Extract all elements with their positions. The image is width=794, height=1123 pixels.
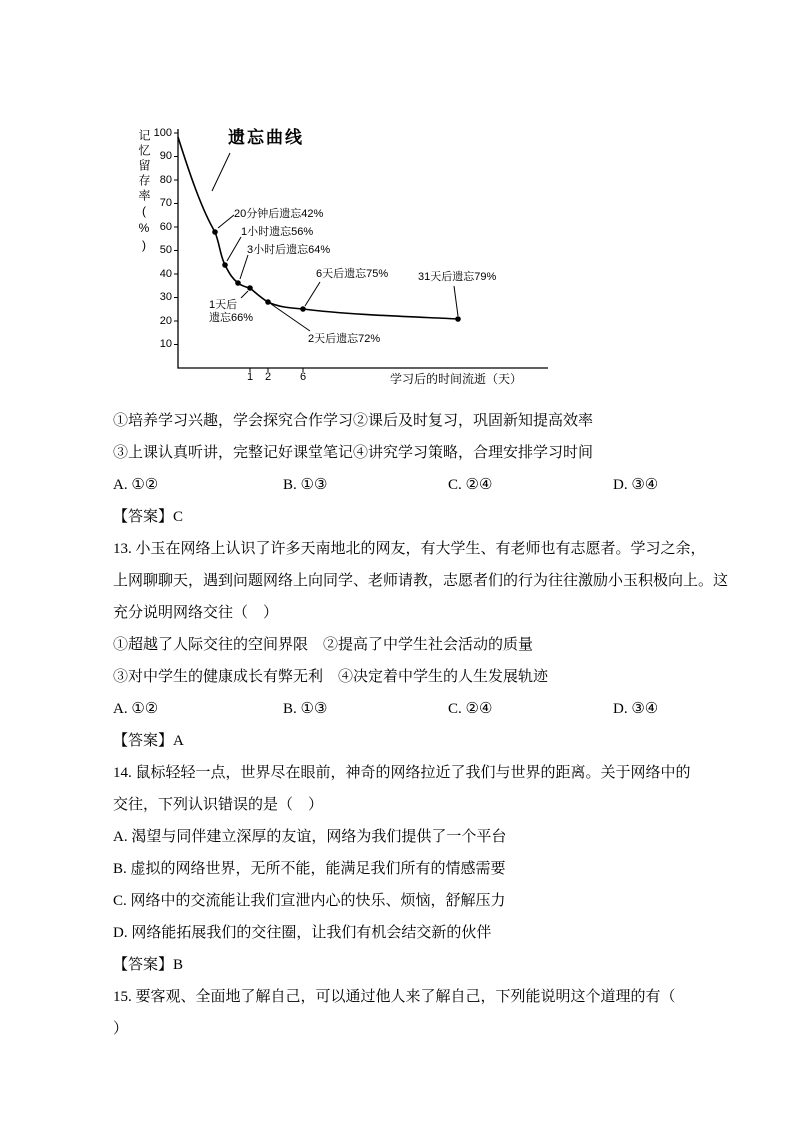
annotation-1day-line1: 1天后 [209,299,238,311]
annotation-20min: 20分钟后遗忘42% [234,208,324,220]
q13-choice-b: B. ①③ [283,701,328,717]
y-tick-100: 100 [153,127,172,139]
q12-items-line-2: ③上课认真听讲，完整记好课堂笔记④讲究学习策略，合理安排学习时间 [113,445,594,461]
point-6day [300,306,306,312]
q15-stem-line-1: 15. 要客观、全面地了解自己，可以通过他人来了解自己，下列能说明这个道理的有（ [113,989,676,1005]
q14-option-c: C. 网络中的交流能让我们宣泄内心的快乐、烦恼，舒解压力 [113,893,506,909]
y-tick-30: 30 [159,291,172,303]
q14-option-a: A. 渴望与同伴建立深厚的友谊，网络为我们提供了一个平台 [113,829,507,845]
q12-answer: 【答案】C [113,509,184,525]
y-tick-70: 70 [159,197,172,209]
chart-canvas [130,115,580,410]
annotation-1day-line2: 遗忘66% [209,312,254,324]
x-tick-2: 2 [264,371,272,383]
leader-20min [218,215,234,228]
x-tick-1: 1 [246,371,254,383]
annotation-2day: 2天后遗忘72% [308,333,381,345]
forgetting-curve-line [178,137,458,319]
q14-stem-line-2: 交往，下列认识错误的是（ ） [113,797,324,813]
q13-items-line-1: ①超越了人际交往的空间界限 ②提高了中学生社会活动的质量 [113,637,534,653]
q12-choices-row [113,469,713,501]
q14-answer: 【答案】B [113,957,184,973]
point-1day [247,285,253,291]
forgetting-curve-chart [130,115,580,410]
q13-stem-line-2: 上网聊聊天，遇到问题网络上向同学、老师请教，志愿者们的行为往往激励小玉积极向上。这 [113,573,729,589]
annotation-1hour: 1小时遗忘56% [241,226,314,238]
q12-choice-a: A. ①② [113,477,159,493]
x-tick-6: 6 [299,371,307,383]
annotation-3hour: 3小时后遗忘64% [247,244,331,256]
x-axis-label: 学习后的时间流逝（天） [390,372,523,386]
q14-stem-line-1: 14. 鼠标轻轻一点，世界尽在眼前，神奇的网络拉近了我们与世界的距离。关于网络中的 [113,765,691,781]
y-tick-40: 40 [159,268,172,280]
q13-answer: 【答案】A [113,733,184,749]
annotation-1day [209,299,253,325]
q14-option-d: D. 网络能拓展我们的交往圈，让我们有机会结交新的伙伴 [113,925,492,941]
q12-choice-b: B. ①③ [283,477,328,493]
q12-choice-d: D. ③④ [613,477,659,493]
y-axis-label: 记忆留存率(%) [137,129,151,255]
leader-1hour [227,237,241,261]
leader-3hour [240,255,248,279]
point-3hour [235,280,241,286]
q13-choice-a: A. ①② [113,701,159,717]
y-tick-10: 10 [159,338,172,350]
title-pointer-line [212,153,230,191]
q13-choice-d: D. ③④ [613,701,659,717]
y-tick-90: 90 [159,150,172,162]
q13-choice-c: C. ②④ [448,701,493,717]
q13-stem-line-1: 13. 小玉在网络上认识了许多天南地北的网友，有大学生、有老师也有志愿者。学习之余， [113,541,706,557]
question-text-block [113,405,729,1045]
q12-choice-c: C. ②④ [448,477,493,493]
point-31day [455,316,461,322]
q13-choices-row [113,693,713,725]
y-tick-60: 60 [159,221,172,233]
q13-items-line-2: ③对中学生的健康成长有弊无利 ④决定着中学生的人生发展轨迹 [113,669,549,685]
point-1hour [222,262,228,268]
point-20min [212,229,218,235]
y-tick-20: 20 [159,315,172,327]
leader-1day [241,291,248,298]
q14-option-b: B. 虚拟的网络世界，无所不能，能满足我们所有的情感需要 [113,861,506,877]
annotation-6day: 6天后遗忘75% [316,268,389,280]
chart-title: 遗忘曲线 [228,128,304,147]
point-2day [265,299,271,305]
q15-stem-line-2: ） [113,1021,129,1037]
q12-items-line-1: ①培养学习兴趣，学会探究合作学习②课后及时复习，巩固新知提高效率 [113,413,594,429]
leader-31day [454,286,458,316]
y-tick-80: 80 [159,174,172,186]
y-tick-50: 50 [159,244,172,256]
annotation-31day: 31天后遗忘79% [418,271,497,283]
leader-6day [305,282,320,306]
q13-stem-line-3: 充分说明网络交往（ ） [113,605,279,621]
